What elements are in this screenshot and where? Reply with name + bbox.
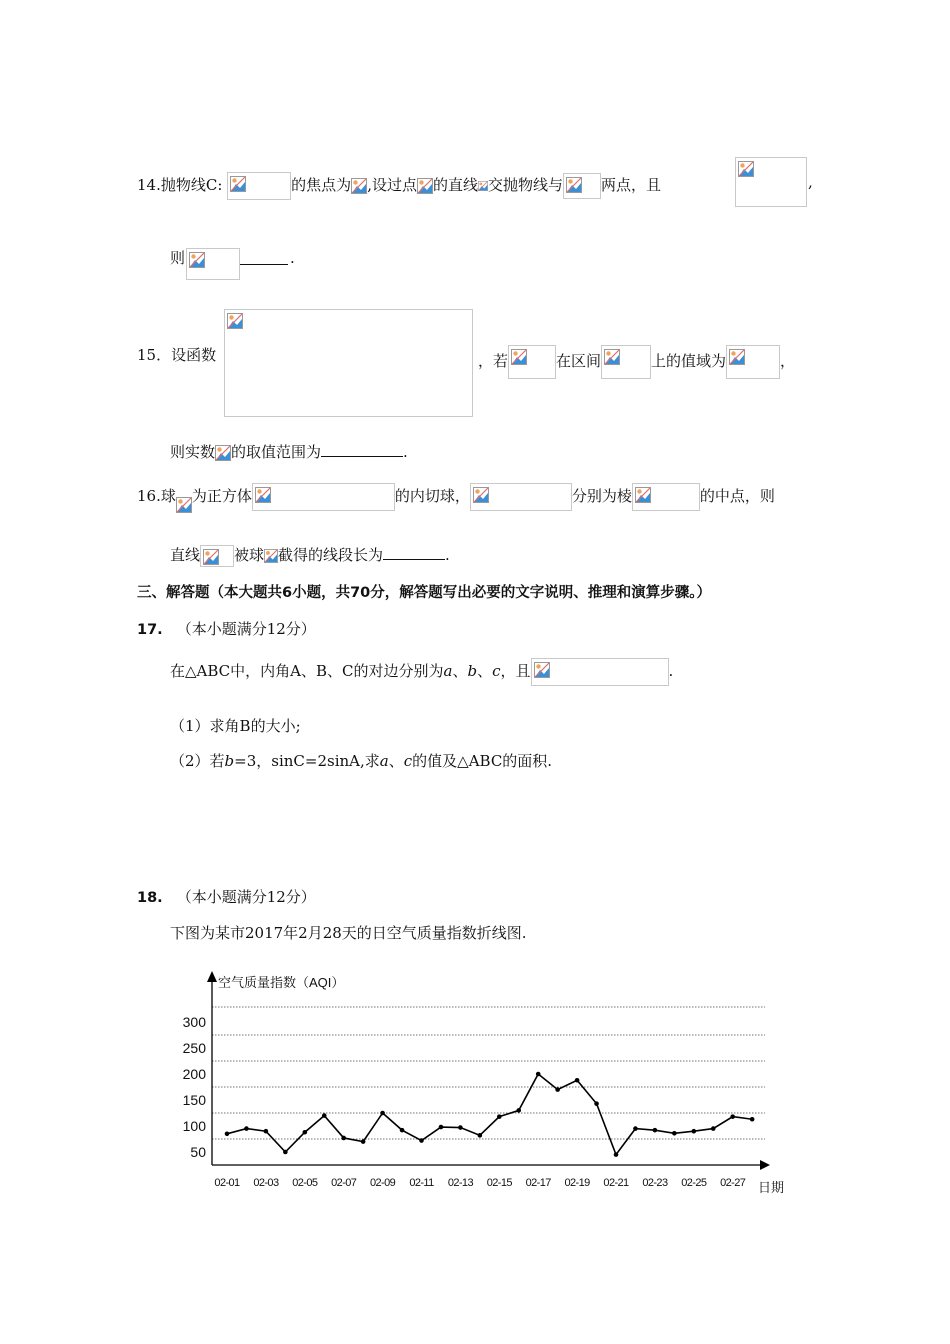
y-tick-label: 300 [182, 1014, 206, 1030]
data-point [575, 1078, 580, 1083]
broken-image-icon [604, 349, 620, 365]
q14-text: 的焦点为 [291, 176, 352, 194]
q17-part2 [170, 751, 552, 771]
q14-text: 的直线 [432, 176, 478, 194]
equation-image [508, 345, 556, 379]
x-axis-label: 日期 [758, 1180, 785, 1195]
broken-image-icon [511, 349, 527, 365]
data-point [439, 1125, 444, 1130]
y-tick-label: 200 [182, 1066, 206, 1082]
q17-score: （本小题满分12分） [176, 620, 316, 638]
q16-text: 为正方体 [191, 487, 252, 505]
broken-image-icon [473, 487, 489, 503]
aqi-line-chart [170, 965, 800, 1205]
var-b: b [467, 662, 478, 680]
q14-text: 抛物线C: [160, 176, 223, 194]
equation-image [531, 658, 669, 686]
q16-text: . [445, 546, 450, 564]
q17-part1: （1）求角B的大小; [170, 717, 301, 735]
q14-text: 则 [170, 249, 186, 267]
q15-text: 的取值范围为 [231, 443, 322, 461]
answer-blank [321, 442, 403, 457]
q18-header [137, 887, 316, 908]
var-a: a [443, 662, 453, 680]
broken-image-icon [189, 252, 205, 268]
broken-image-icon [351, 178, 367, 194]
broken-image-icon [635, 487, 651, 503]
q15-text: 上的值域为 [651, 352, 727, 370]
q16-text: 直线 [170, 546, 201, 564]
x-tick-label: 02-13 [447, 1177, 473, 1189]
var-a: a [379, 752, 389, 770]
q16-number: 16. [137, 487, 161, 505]
q14-line2 [170, 248, 185, 268]
x-tick-label: 02-07 [331, 1177, 357, 1189]
data-point [419, 1138, 424, 1143]
q14-text: . [290, 249, 295, 267]
q18-score: （本小题满分12分） [176, 888, 316, 906]
q17-text: 、 [452, 662, 468, 680]
data-point [536, 1072, 541, 1077]
var-c: c [403, 752, 413, 770]
q15-line1 [478, 345, 795, 379]
equation-image [200, 545, 234, 567]
x-tick-label: 02-11 [409, 1177, 434, 1189]
broken-image-icon [566, 177, 582, 193]
q15-line2 [170, 442, 408, 462]
q16-text: 的内切球， [394, 487, 470, 505]
q16-text: 的中点，则 [699, 487, 775, 505]
q17-text: 、 [388, 752, 404, 770]
data-point [497, 1114, 502, 1119]
q17-text: =3，sinC=2sinA,求 [234, 752, 380, 770]
q14-number: 14. [137, 176, 161, 194]
answer-blank [240, 248, 288, 265]
q17-text: ，且 [500, 662, 531, 680]
y-tick-label: 150 [182, 1092, 206, 1108]
q16-line2 [170, 545, 450, 567]
q15-number: 15．设函数 [137, 346, 217, 364]
q18-number: 18. [137, 890, 163, 906]
q16-text: 截得的线段长为 [278, 546, 384, 564]
broken-image-icon [738, 161, 754, 177]
data-point [380, 1111, 385, 1116]
section-heading: 三、解答题（本大题共6小题，共70分，解答题写出必要的文字说明、推理和演算步骤。） [137, 585, 712, 601]
data-point [633, 1126, 638, 1131]
equation-image [563, 173, 601, 199]
data-point [283, 1150, 288, 1155]
x-tick-label: 02-27 [720, 1177, 746, 1189]
broken-image-icon [417, 178, 433, 194]
data-point [692, 1129, 697, 1134]
broken-image-icon [478, 178, 488, 194]
data-point [244, 1126, 249, 1131]
q15-text: ， [780, 352, 796, 370]
x-tick-label: 02-19 [564, 1177, 590, 1189]
data-point [458, 1125, 463, 1130]
equation-image [186, 248, 240, 280]
q16-line1 [137, 483, 775, 513]
broken-image-icon [230, 176, 246, 192]
q17-header [137, 619, 316, 640]
equation-image [726, 345, 780, 379]
var-c: c [492, 662, 501, 680]
equation-image [735, 157, 807, 207]
series-line [227, 1074, 752, 1155]
equation-image [227, 172, 291, 200]
data-point [750, 1117, 755, 1122]
answer-blank [383, 545, 445, 560]
y-axis-label: 空气质量指数（AQI） [218, 975, 345, 990]
data-point [361, 1139, 366, 1144]
data-point [555, 1087, 560, 1092]
q17-number: 17. [137, 622, 163, 638]
data-point [516, 1108, 521, 1113]
q16-text: 被球 [234, 546, 265, 564]
var-b: b [224, 752, 235, 770]
broken-image-icon [255, 487, 271, 503]
q14-text: 两点，且 [601, 176, 662, 194]
x-tick-label: 02-09 [370, 1177, 396, 1189]
data-point [594, 1101, 599, 1106]
q16-text: 球 [160, 487, 176, 505]
broken-image-icon [215, 445, 231, 461]
q15-text: . [403, 443, 408, 461]
y-tick-label: 50 [190, 1144, 206, 1160]
equation-image [252, 483, 395, 511]
q17-text: . [668, 662, 674, 680]
q15-text: 在区间 [556, 352, 602, 370]
y-tick-label: 250 [182, 1040, 206, 1056]
data-point [711, 1126, 716, 1131]
data-point [478, 1133, 483, 1138]
q18-stem: 下图为某市2017年2月28天的日空气质量指数折线图. [170, 924, 527, 942]
broken-image-icon [729, 349, 745, 365]
q15-text: ，若 [478, 352, 509, 370]
x-tick-label: 02-17 [525, 1177, 551, 1189]
x-tick-label: 02-15 [486, 1177, 512, 1189]
data-point [341, 1136, 346, 1141]
equation-image [224, 309, 473, 417]
equation-image [470, 483, 572, 511]
x-axis-arrow-icon [760, 1160, 770, 1170]
q17-text: 的值及△ABC的面积. [412, 752, 553, 770]
data-point [400, 1128, 405, 1133]
x-tick-label: 02-21 [603, 1177, 629, 1189]
x-tick-label: 02-05 [292, 1177, 318, 1189]
q14-text: ,设过点 [367, 176, 417, 194]
q17-text: 、 [477, 662, 493, 680]
x-tick-label: 02-25 [681, 1177, 707, 1189]
q17-text: 在△ABC中，内角A、B、C的对边分别为 [170, 662, 444, 680]
data-point [264, 1129, 269, 1134]
q17-stem [170, 658, 673, 686]
q14-line1 [137, 172, 661, 200]
data-point [672, 1131, 677, 1136]
data-point [225, 1132, 230, 1137]
data-point [614, 1152, 619, 1157]
x-tick-label: 02-23 [642, 1177, 668, 1189]
broken-image-icon [264, 548, 278, 564]
q15-text: 则实数 [170, 443, 216, 461]
data-point [730, 1114, 735, 1119]
q14-text: , [808, 173, 813, 191]
x-tick-label: 02-01 [214, 1177, 240, 1189]
data-point [653, 1128, 658, 1133]
equation-image [601, 345, 651, 379]
q16-text: 分别为棱 [571, 487, 632, 505]
equation-image [632, 483, 700, 511]
broken-image-icon [227, 313, 243, 329]
broken-image-icon [203, 549, 219, 565]
y-tick-label: 100 [182, 1118, 206, 1134]
q17-text: （2）若 [170, 752, 225, 770]
data-point [322, 1113, 327, 1118]
x-tick-label: 02-03 [253, 1177, 279, 1189]
y-axis-arrow-icon [207, 971, 217, 982]
broken-image-icon [534, 662, 550, 678]
broken-image-icon [176, 497, 192, 513]
data-point [303, 1130, 308, 1135]
q14-text: 交抛物线与 [487, 176, 563, 194]
